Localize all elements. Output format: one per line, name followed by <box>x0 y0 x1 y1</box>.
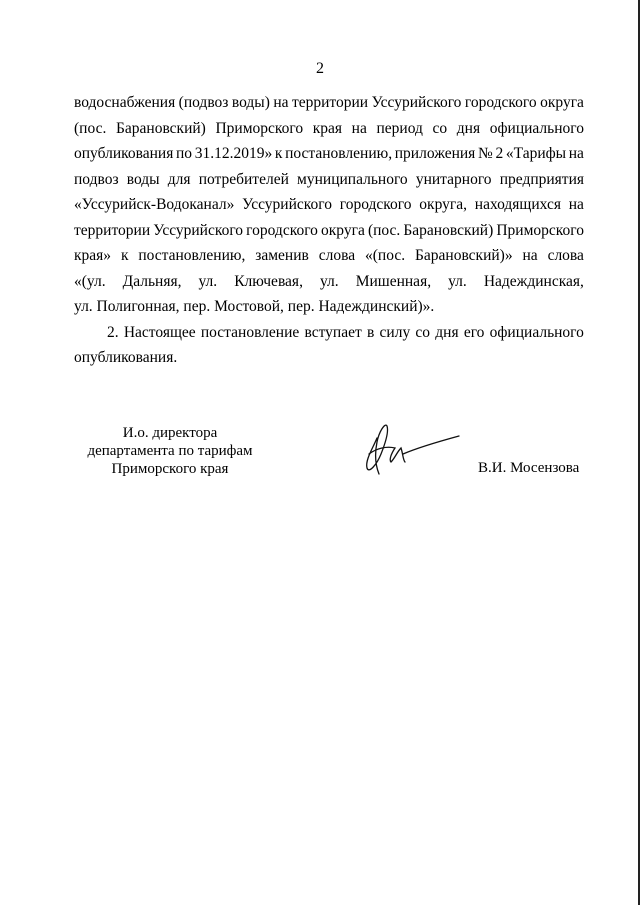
page-number: 2 <box>316 60 324 77</box>
text-line: «(ул. Дальняя, ул. Ключевая, ул. Мишенная, ул. Надеждинская, <box>74 272 584 290</box>
text-line: (пос. Барановский) Приморского края на период со дня официального <box>74 119 584 137</box>
text-line: подвоз воды для потребителей муниципального унитарного предприятия <box>74 170 584 188</box>
text-line: опубликования. <box>74 349 178 366</box>
text-line: территории Уссурийского городского округа (пос. Барановский) Приморского <box>74 221 584 239</box>
signatory-title <box>60 424 280 478</box>
signatory-title-line: департамента по тарифам <box>87 443 253 459</box>
text-line: 2. Настоящее постановление вступает в силу со дня его официального <box>107 323 584 341</box>
signatory-name: В.И. Мосензова <box>478 460 580 476</box>
text-line: водоснабжения (подвоз воды) на территории Уссурийского городского округа <box>74 94 584 111</box>
handwritten-signature <box>355 418 460 480</box>
signatory-title-line: Приморского края <box>111 461 229 477</box>
text-line: ул. Полигонная, пер. Мостовой, пер. Надеждинский)». <box>74 298 435 315</box>
signatory-title-line: И.о. директора <box>122 425 218 441</box>
text-line: «Уссурийск-Водоканал» Уссурийского городского округа, находящихся на <box>74 196 584 213</box>
document-body <box>74 90 584 371</box>
text-line: края» к постановлению, заменив слова «(пос. Барановский)» на слова <box>74 247 584 264</box>
text-line: опубликования по 31.12.2019» к постановлению, приложения № 2 «Тарифы на <box>74 145 584 162</box>
